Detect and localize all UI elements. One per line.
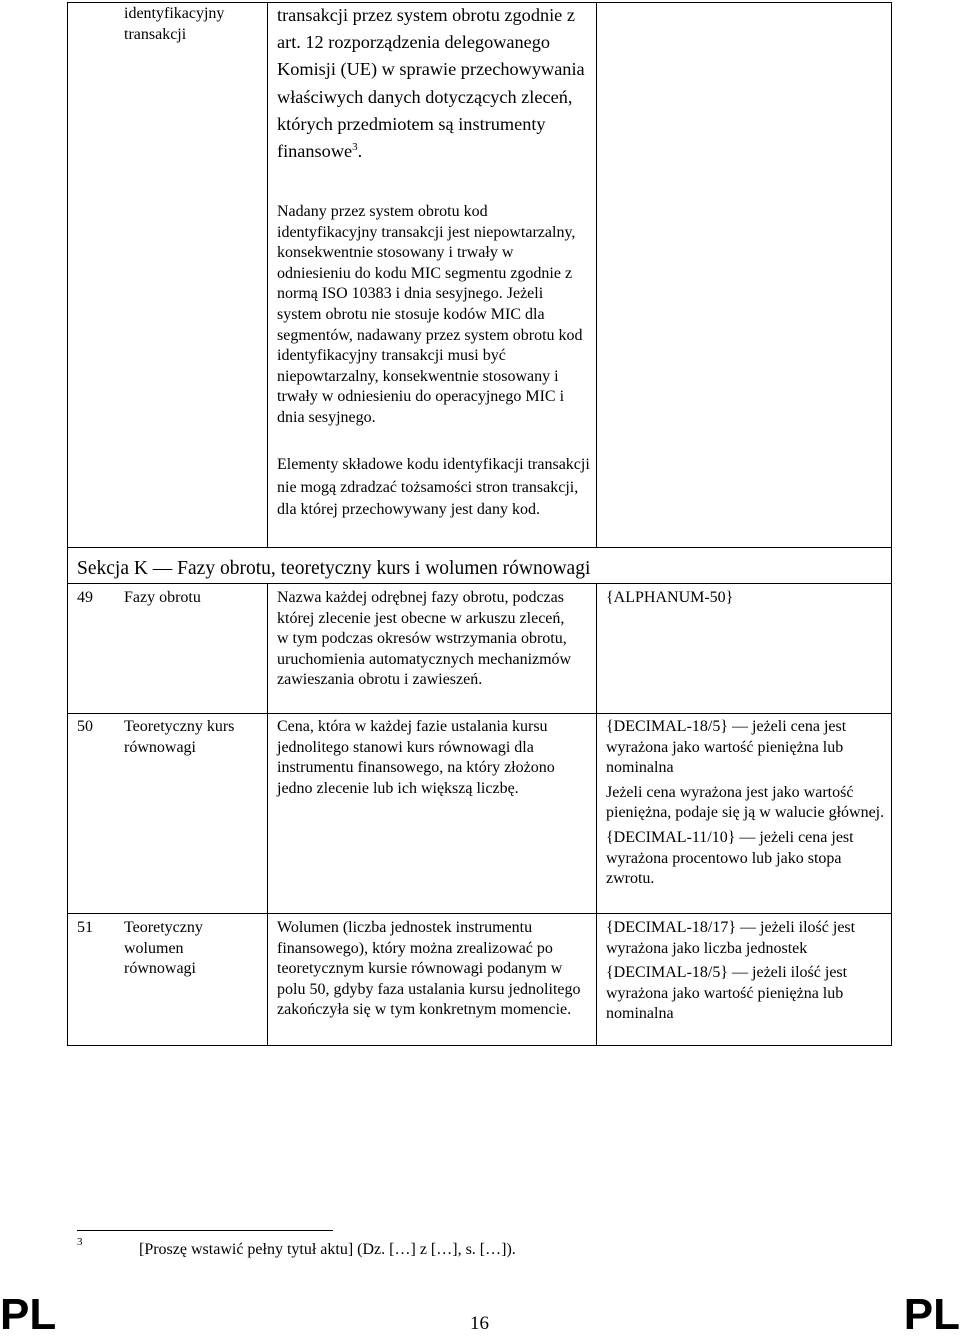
top-row-paragraph-1: Nadany przez system obrotu kod identyfikacyjny transakcji jest niepowtarzalny, konsekwentnie stosowany i trwały w odniesieniu do kodu MIC segmentu zgodnie z normą ISO 10383 i dnia sesyjnego. Jeżeli system obrotu nie stosuje kodów MIC dla segmentów, nadawany przez system obrotu kod identyfikacyjny transakcji musi być niepowtarzalny, konsekwentnie stosowany i trwały w odniesieniu do operacyjnego MIC i dnia sesyjnego. [277,203,583,426]
table-left-border [67,2,68,1046]
row-49-format: {ALPHANUM-50} [606,589,734,606]
footnote-reference[interactable]: 3 [352,140,358,153]
footnote-text: [Proszę wstawić pełny tytuł aktu] (Dz. […] z […], s. […]). [139,1241,516,1258]
row-51-description: Wolumen (liczba jednostek instrumentu finansowego), który można zrealizować po teoretycznym kursie równowagi podanym w polu 50, gdyby faza ustalania kursu jednolitego zakończyła się w tym konkretnym momencie. [277,919,581,1019]
rows-divider-2 [596,583,597,1045]
footnote-separator [77,1230,333,1231]
section-band-bottom [67,583,892,584]
row-49-field: Fazy obrotu [124,589,201,606]
row-51-number: 51 [77,919,93,936]
top-row-divider-1 [267,2,268,547]
description-continued-end: . [357,141,363,162]
row-51-field: Teoretyczny wolumen równowagi [124,919,203,978]
page-number: 16 [470,1313,489,1334]
row-50-format-line-2: Jeżeli cena wyrażona jest jako wartość pieniężna, podaje się ją w walucie głównej. [606,783,885,822]
row-50-number: 50 [77,718,93,735]
language-mark-right: PL [903,1290,960,1339]
table-right-border [891,2,892,1046]
top-row-field-label: identyfikacyjny transakcji [124,5,225,43]
section-title: Sekcja K — Fazy obrotu, teoretyczny kurs i wolumen równowagi [77,558,591,579]
row-50-format-line-3: {DECIMAL-11/10} — jeżeli cena jest wyrażona procentowo lub jako stopa zwrotu. [606,828,854,888]
section-band-top [67,547,892,548]
rows-divider-1 [267,583,268,1045]
row-50-format-line-1: {DECIMAL-18/5} — jeżeli cena jest wyrażona jako wartość pieniężna lub nominalna [606,718,847,777]
row-50-description: Cena, która w każdej fazie ustalania kursu jednolitego stanowi kurs równowagi dla instrumentu finansowego, na który złożono jedno zlecenie lub ich większą liczbę. [277,718,555,797]
footnote-number: 3 [77,1236,83,1248]
row-50-field: Teoretyczny kurs równowagi [124,718,235,756]
row-50-format [606,717,886,890]
row-51-format-line-1: {DECIMAL-18/17} — jeżeli ilość jest wyrażona jako liczba jednostek [606,919,856,957]
row-49-number: 49 [77,589,93,606]
top-row-divider-2 [596,2,597,547]
row-50-bottom [67,913,892,914]
top-row-paragraph-2: Elementy składowe kodu identyfikacji transakcji nie mogą zdradzać tożsamości stron transakcji, dla której przechowywany jest dany kod. [277,456,590,519]
top-row-description-continued [277,2,589,165]
row-49-bottom [67,713,892,714]
description-continued-text: transakcji przez system obrotu zgodnie z art. 12 rozporządzenia delegowanego Komisji (UE) w sprawie przechowywania właściwych danych dotyczących zleceń, których przedmiotem są instrumenty finansowe [277,5,585,162]
table-bottom-border [67,1045,892,1046]
row-51-format [606,918,886,1025]
language-mark-left: PL [0,1290,57,1339]
row-51-format-line-2: {DECIMAL-18/5} — jeżeli ilość jest wyrażona jako wartość pieniężna lub nominalna [606,964,848,1023]
row-49-description: Nazwa każdej odrębnej fazy obrotu, podczas której zlecenie jest obecne w arkuszu zleceń, w tym podczas okresów wstrzymania obrotu, uruchomienia automatycznych mechanizmów zawieszania obrotu i zawieszeń. [277,589,572,689]
